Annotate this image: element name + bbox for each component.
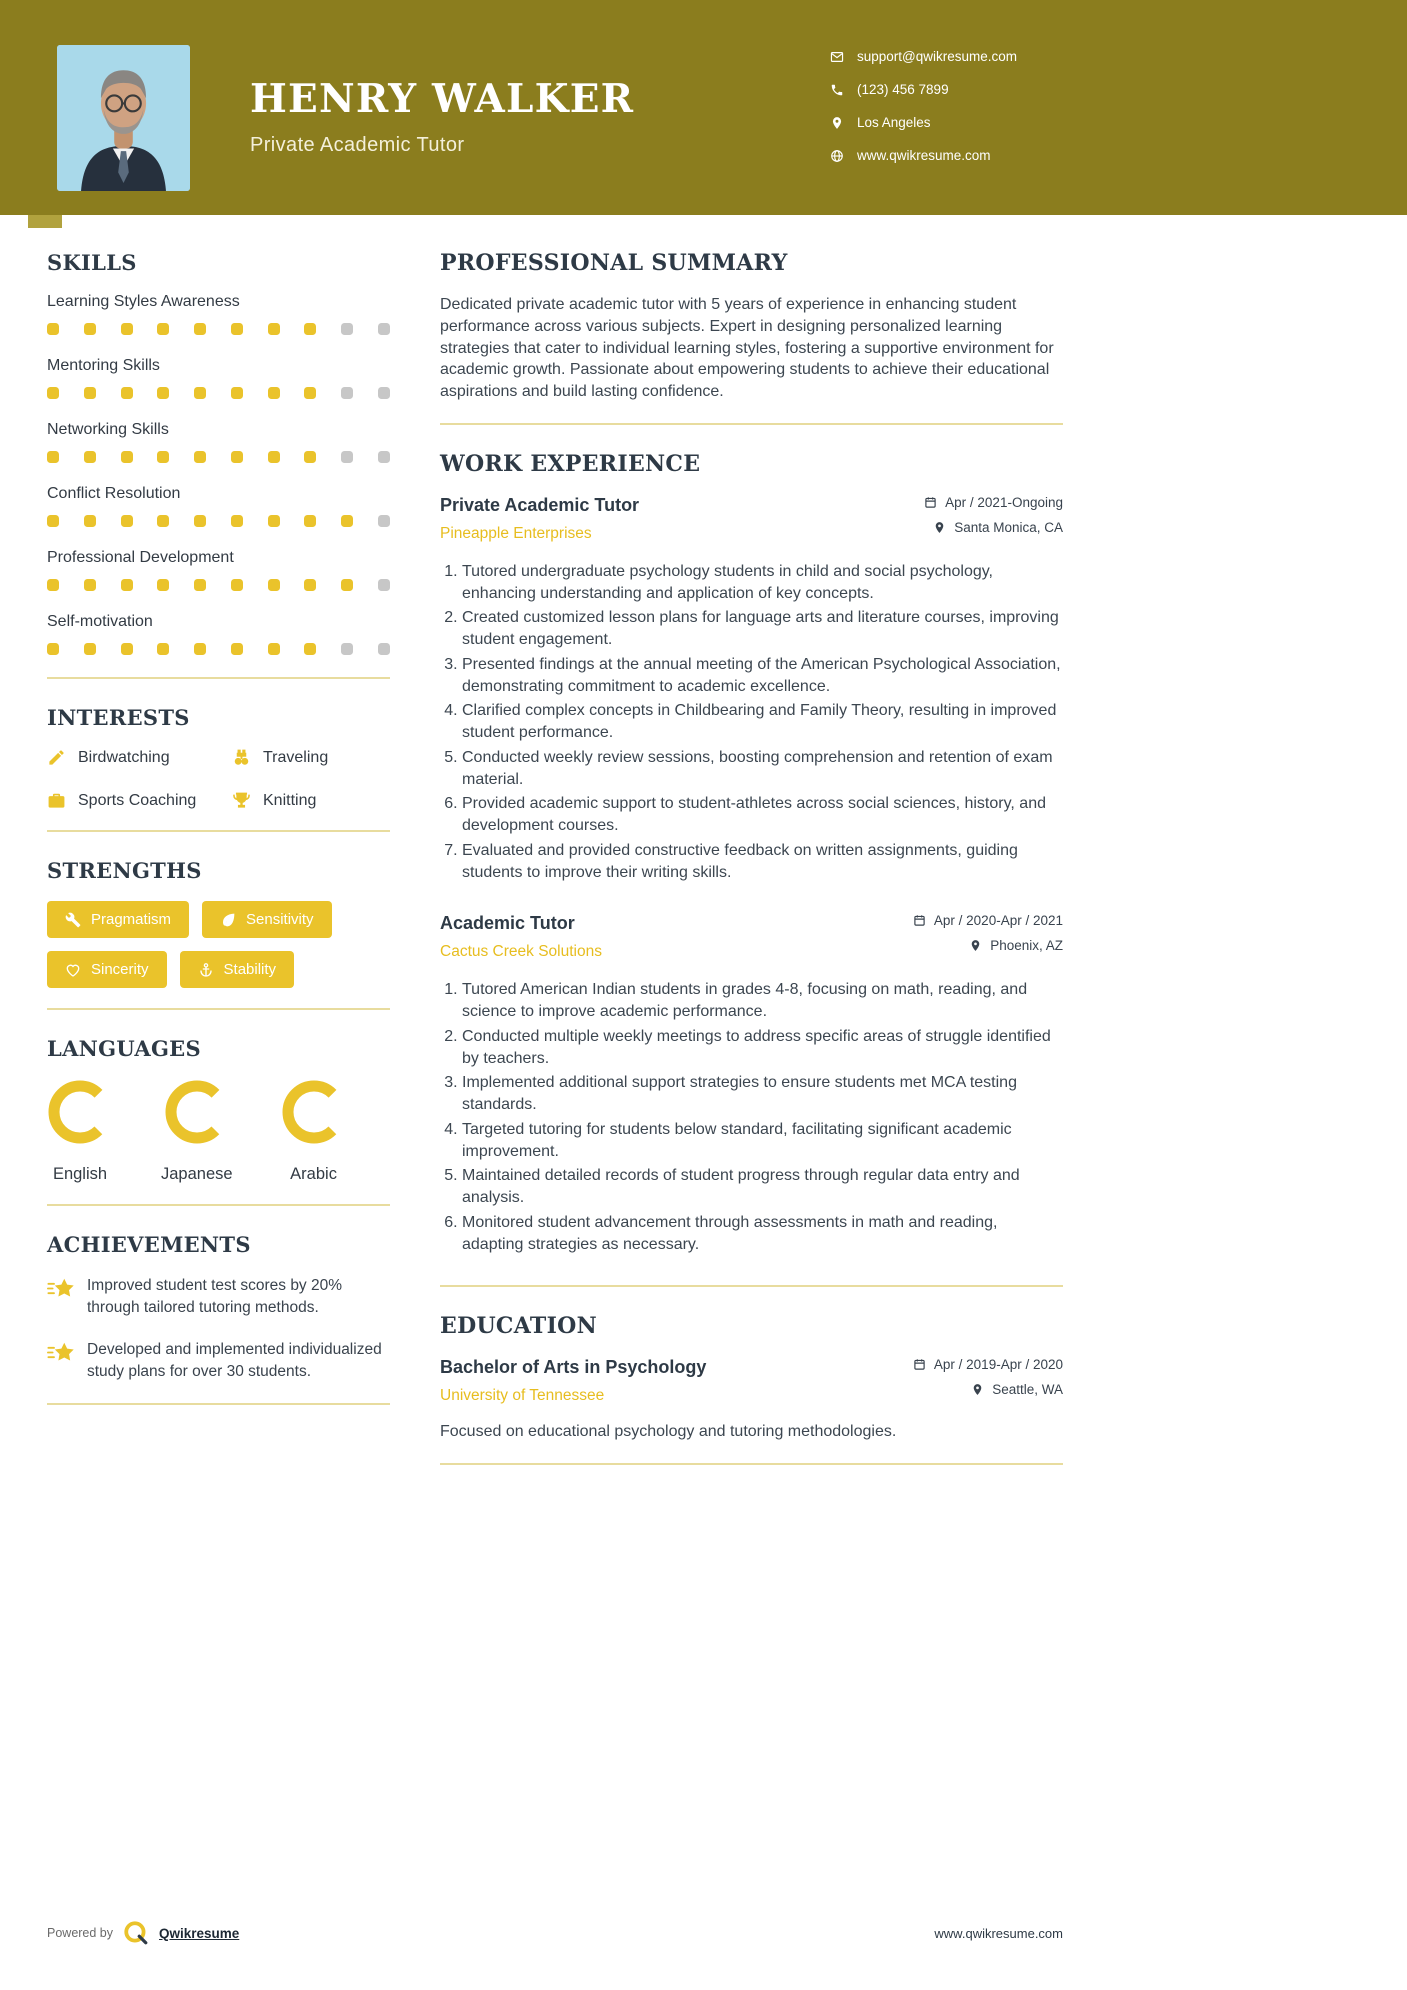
page-footer: [47, 1920, 1063, 1946]
skill-dot: [268, 387, 280, 399]
skill-rating: [47, 643, 390, 655]
skill-name: Mentoring Skills: [47, 357, 160, 374]
skill-dot: [47, 515, 59, 527]
experience-bullet: 5. Conducted weekly review sessions, boosting comprehension and retention of exam material.: [462, 747, 1063, 791]
skill-dot: [121, 451, 133, 463]
skill-dot: [157, 515, 169, 527]
skill-name: Professional Development: [47, 549, 234, 566]
skill-dot: [378, 515, 390, 527]
skill-dot: [341, 323, 353, 335]
skill-dot: [157, 451, 169, 463]
strength-tag: [47, 951, 167, 988]
section-divider: [440, 1285, 1063, 1287]
skill-item: [47, 421, 390, 463]
briefcase-icon: [47, 791, 66, 810]
strengths-section: [47, 858, 390, 988]
skill-dot: [121, 387, 133, 399]
experience-bullet: 6. Monitored student advancement through assessments in math and reading, adapting strategies as necessary.: [462, 1212, 1063, 1256]
languages-list: [47, 1079, 390, 1184]
experience-dates-row: [924, 495, 1063, 510]
skill-name: Self-motivation: [47, 613, 153, 630]
skill-dot: [194, 515, 206, 527]
experience-location-row: [913, 938, 1063, 953]
education-location-row: [913, 1382, 1063, 1397]
skill-dot: [341, 387, 353, 399]
education-dates: Apr / 2019-Apr / 2020: [933, 1357, 1063, 1373]
achievement-item: [47, 1275, 390, 1319]
interests-section: [47, 705, 390, 810]
experience-bullet: 7. Evaluated and provided constructive feedback on written assignments, guiding students to improve their writing skills.: [462, 840, 1063, 884]
interest-item: [47, 748, 232, 767]
skill-dot: [304, 451, 316, 463]
skill-dot: [341, 515, 353, 527]
skill-dot: [378, 323, 390, 335]
skill-dot: [84, 515, 96, 527]
language-level-arc: [164, 1079, 230, 1145]
contact-phone-text: (123) 456 7899: [857, 82, 949, 97]
skill-dot: [194, 323, 206, 335]
experience-bullet-list: [440, 561, 1063, 884]
experience-dates-row: [913, 913, 1063, 928]
skill-item: [47, 357, 390, 399]
achievement-text: Improved student test scores by 20% through tailored tutoring methods.: [87, 1277, 343, 1316]
skill-rating: [47, 387, 390, 399]
skill-dot: [231, 451, 243, 463]
pin-icon: [933, 521, 946, 534]
experience-title-block: [440, 913, 602, 961]
experience-bullet: 1. Tutored undergraduate psychology students in child and social psychology, enhancing understanding and application of key concepts.: [462, 561, 1063, 605]
strength-tag: [202, 901, 332, 938]
experience-bullet: 4. Clarified complex concepts in Childbearing and Family Theory, resulting in improved student performance.: [462, 700, 1063, 744]
experience-heading: WORK EXPERIENCE: [440, 450, 701, 477]
skill-dot: [84, 643, 96, 655]
experience-dates: Apr / 2020-Apr / 2021: [933, 913, 1063, 929]
achievements-heading: ACHIEVEMENTS: [47, 1232, 251, 1257]
section-divider: [47, 1008, 390, 1010]
education-meta: [913, 1357, 1063, 1407]
contact-list: [830, 40, 1017, 172]
trophy-icon: [232, 791, 251, 810]
section-divider: [440, 1463, 1063, 1465]
experience-bullet: 3. Implemented additional support strategies to ensure students met MCA testing standards.: [462, 1072, 1063, 1116]
language-label: Japanese: [161, 1165, 233, 1183]
skill-dot: [194, 451, 206, 463]
identity-block: [250, 76, 635, 157]
experience-entry-header: [440, 495, 1063, 545]
skill-dot: [378, 451, 390, 463]
education-degree: Bachelor of Arts in Psychology: [440, 1357, 707, 1378]
experience-bullet: 4. Targeted tutoring for students below standard, facilitating significant academic improvement.: [462, 1119, 1063, 1163]
skill-dot: [231, 323, 243, 335]
language-level-arc: [281, 1079, 347, 1145]
candidate-job-title: Private Academic Tutor: [250, 134, 465, 156]
experience-location-row: [924, 520, 1063, 535]
experience-entry: [440, 913, 1063, 1255]
summary-heading: PROFESSIONAL SUMMARY: [440, 250, 788, 276]
experience-bullet: 2. Created customized lesson plans for language arts and literature courses, improving student engagement.: [462, 607, 1063, 651]
interest-label: Sports Coaching: [78, 791, 197, 809]
strength-label: Sincerity: [91, 961, 149, 978]
left-column: [47, 250, 390, 1431]
section-divider: [47, 677, 390, 679]
envelope-icon: [830, 50, 844, 64]
strength-tag: [47, 901, 189, 938]
skill-dot: [341, 451, 353, 463]
right-column: [440, 250, 1063, 1491]
skill-dot: [157, 387, 169, 399]
experience-entry: [440, 495, 1063, 884]
interest-item: [47, 791, 232, 810]
education-location: Seattle, WA: [992, 1382, 1063, 1398]
skill-dot: [121, 323, 133, 335]
skill-dot: [47, 451, 59, 463]
skill-dot: [304, 579, 316, 591]
experience-location: Phoenix, AZ: [990, 938, 1063, 954]
education-section: [440, 1313, 1063, 1443]
experience-meta: [913, 913, 1063, 963]
skill-dot: [341, 643, 353, 655]
phone-icon: [830, 83, 844, 97]
experience-bullet: 6. Provided academic support to student-athletes across social sciences, history, and development courses.: [462, 793, 1063, 837]
language-label: English: [52, 1165, 108, 1183]
experience-bullet: 2. Conducted multiple weekly meetings to address specific areas of struggle identified by teachers.: [462, 1026, 1063, 1070]
skill-item: [47, 613, 390, 655]
pin-icon: [969, 939, 982, 952]
skill-dot: [268, 515, 280, 527]
achievements-section: [47, 1232, 390, 1383]
skill-dot: [194, 643, 206, 655]
contact-phone: [830, 73, 1017, 106]
skill-dot: [121, 579, 133, 591]
experience-entry-header: [440, 913, 1063, 963]
skill-dot: [157, 579, 169, 591]
contact-website[interactable]: [830, 139, 1017, 172]
skill-dot: [304, 387, 316, 399]
pencil-icon: [47, 748, 66, 767]
skill-dot: [231, 515, 243, 527]
skill-dot: [84, 387, 96, 399]
section-divider: [47, 830, 390, 832]
summary-text: Dedicated private academic tutor with 5 years of experience in enhancing student performance across various subjects. Expert in designing personalized learning strategies that cater to individual learning styles, fostering a supportive environment for academic growth. Passionate about empowering students to achieve their educational aspirations and build lasting confidence.: [440, 296, 1054, 400]
experience-bullet: 3. Presented findings at the annual meeting of the American Psychological Association, demonstrating commitment to academic excellence.: [462, 654, 1063, 698]
section-divider: [47, 1204, 390, 1206]
experience-company: Cactus Creek Solutions: [440, 943, 602, 961]
binoculars-icon: [232, 748, 251, 767]
qwikresume-brand-link[interactable]: Qwikresume: [159, 1925, 240, 1941]
skill-dot: [47, 579, 59, 591]
strengths-heading: STRENGTHS: [47, 858, 202, 883]
strength-tags: [47, 901, 347, 988]
calendar-icon: [913, 914, 926, 927]
skill-dot: [268, 579, 280, 591]
language-item: [161, 1079, 233, 1184]
skill-dot: [47, 323, 59, 335]
anchor-icon: [198, 962, 214, 978]
interests-heading: INTERESTS: [47, 705, 190, 730]
experience-section: [440, 451, 1063, 1256]
skill-dot: [47, 387, 59, 399]
skill-dot: [341, 579, 353, 591]
skill-dot: [84, 451, 96, 463]
section-divider: [440, 423, 1063, 425]
interest-label: Birdwatching: [78, 748, 170, 766]
skill-dot: [304, 643, 316, 655]
education-school: University of Tennessee: [440, 1387, 605, 1405]
contact-email[interactable]: [830, 40, 1017, 73]
skill-dot: [268, 323, 280, 335]
skill-dot: [304, 515, 316, 527]
interest-label: Traveling: [263, 748, 329, 766]
skill-dot: [304, 323, 316, 335]
contact-email-text: support@qwikresume.com: [857, 49, 1018, 64]
experience-dates: Apr / 2021-Ongoing: [945, 494, 1063, 510]
profile-photo: [57, 45, 190, 191]
language-level-arc: [47, 1079, 113, 1145]
experience-company: Pineapple Enterprises: [440, 524, 592, 542]
shooting-star-icon: [47, 1341, 75, 1364]
contact-website-text: www.qwikresume.com: [857, 148, 991, 163]
skill-dot: [231, 643, 243, 655]
strength-label: Pragmatism: [91, 911, 172, 928]
experience-job-title: Private Academic Tutor: [440, 494, 640, 515]
skill-rating: [47, 515, 390, 527]
skill-dot: [268, 643, 280, 655]
person-portrait-illustration: [57, 45, 190, 191]
globe-icon: [830, 149, 844, 163]
header-fold-decoration: [28, 215, 62, 228]
interest-item: [232, 791, 390, 810]
strength-tag: [180, 951, 295, 988]
achievement-text: Developed and implemented individualized study plans for over 30 students.: [87, 1341, 382, 1380]
skill-dot: [121, 643, 133, 655]
skill-name: Conflict Resolution: [47, 485, 181, 502]
pin-icon: [971, 1383, 984, 1396]
languages-heading: LANGUAGES: [47, 1036, 201, 1061]
location-icon: [830, 116, 844, 130]
skill-dot: [84, 323, 96, 335]
contact-location-text: Los Angeles: [857, 115, 931, 130]
experience-location: Santa Monica, CA: [954, 519, 1063, 535]
shooting-star-icon: [47, 1277, 75, 1300]
skill-rating: [47, 579, 390, 591]
powered-by-label: Powered by: [47, 1926, 114, 1940]
skills-heading: SKILLS: [47, 250, 137, 275]
education-heading: EDUCATION: [440, 1313, 598, 1340]
leaf-icon: [220, 912, 236, 928]
skill-dot: [121, 515, 133, 527]
wrench-icon: [65, 912, 81, 928]
section-divider: [47, 1403, 390, 1405]
skill-item: [47, 485, 390, 527]
experience-bullet: 1. Tutored American Indian students in grades 4-8, focusing on math, reading, and science to improve academic performance.: [462, 979, 1063, 1023]
education-title-block: [440, 1357, 706, 1405]
skill-name: Learning Styles Awareness: [47, 293, 240, 310]
interest-label: Knitting: [263, 791, 317, 809]
strength-label: Stability: [223, 961, 277, 978]
candidate-name: HENRY WALKER: [250, 76, 635, 122]
footer-website: www.qwikresume.com: [934, 1925, 1063, 1941]
skill-dot: [84, 579, 96, 591]
footer-brand-block: [47, 1920, 239, 1946]
achievement-item: [47, 1339, 390, 1383]
calendar-icon: [924, 496, 937, 509]
skill-dot: [157, 323, 169, 335]
experience-title-block: [440, 495, 639, 543]
language-label: Arabic: [290, 1165, 337, 1183]
skill-rating: [47, 451, 390, 463]
header: [0, 0, 1407, 215]
skill-dot: [268, 451, 280, 463]
calendar-icon: [913, 1358, 926, 1371]
language-item: [47, 1079, 113, 1184]
experience-bullet: 5. Maintained detailed records of student progress through regular data entry and analysis.: [462, 1165, 1063, 1209]
summary-section: [440, 250, 1063, 403]
skill-dot: [378, 643, 390, 655]
skill-dot: [47, 643, 59, 655]
skill-dot: [378, 579, 390, 591]
heart-icon: [65, 962, 81, 978]
skills-section: [47, 250, 390, 655]
skill-rating: [47, 323, 390, 335]
interests-grid: [47, 748, 390, 810]
skill-item: [47, 293, 390, 335]
skill-dot: [194, 387, 206, 399]
strength-label: Sensitivity: [246, 911, 314, 928]
education-dates-row: [913, 1357, 1063, 1372]
contact-location: [830, 106, 1017, 139]
skill-dot: [194, 579, 206, 591]
skill-dot: [231, 387, 243, 399]
experience-job-title: Academic Tutor: [440, 913, 575, 934]
experience-meta: [924, 495, 1063, 545]
skill-name: Networking Skills: [47, 421, 169, 438]
experience-bullet-list: [440, 979, 1063, 1255]
language-item: [281, 1079, 347, 1184]
skill-dot: [231, 579, 243, 591]
skill-item: [47, 549, 390, 591]
education-note: Focused on educational psychology and tutoring methodologies.: [440, 1423, 897, 1441]
interest-item: [232, 748, 390, 767]
skill-dot: [378, 387, 390, 399]
education-entry-header: [440, 1357, 1063, 1407]
languages-section: [47, 1036, 390, 1184]
skill-dot: [157, 643, 169, 655]
qwikresume-logo-icon: [123, 1920, 149, 1946]
